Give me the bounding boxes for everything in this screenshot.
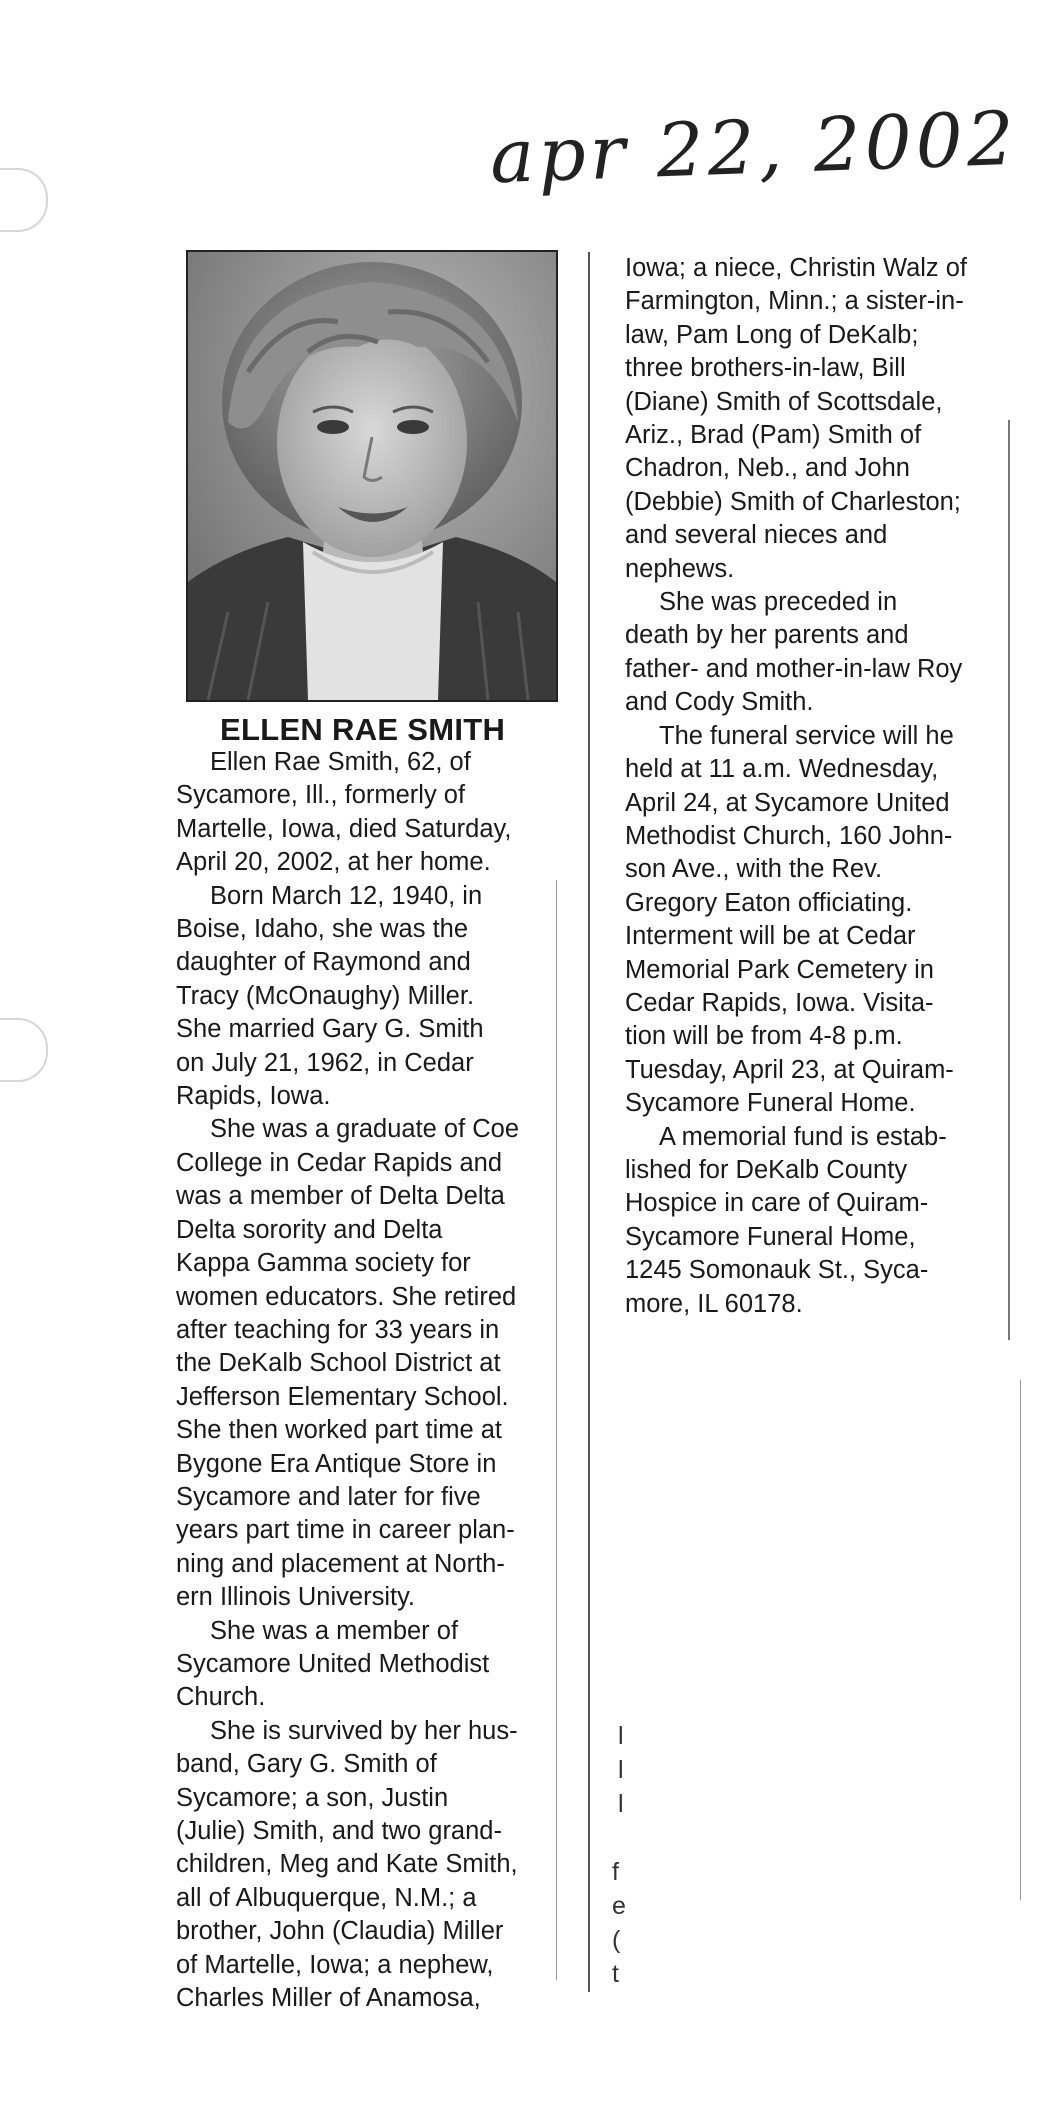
text-line: brother, John (Claudia) Miller	[176, 1917, 504, 1946]
clipped-fragment: l	[618, 1790, 624, 1818]
text-line: Farmington, Minn.; a sister-in-	[625, 287, 964, 316]
text-line: Boise, Idaho, she was the	[176, 915, 469, 944]
text-line: women educators. She retired	[176, 1282, 517, 1311]
text-line: She then worked part time at	[176, 1416, 503, 1445]
clipped-fragment: f	[612, 1858, 619, 1886]
text-line: all of Albuquerque, N.M.; a	[176, 1883, 477, 1912]
text-line: She is survived by her hus-	[210, 1716, 518, 1745]
text-line: daughter of Raymond and	[176, 948, 471, 977]
text-line: of Martelle, Iowa; a nephew,	[176, 1950, 494, 1979]
text-line: Martelle, Iowa, died Saturday,	[176, 814, 512, 843]
text-line: Iowa; a niece, Christin Walz of	[625, 254, 968, 282]
text-line: Sycamore United Methodist	[176, 1649, 490, 1678]
text-line: after teaching for 33 years in	[176, 1315, 500, 1344]
clipped-fragment: l	[618, 1756, 624, 1784]
text-line: Methodist Church, 160 John-	[625, 821, 953, 850]
text-line: the DeKalb School District at	[176, 1349, 501, 1378]
text-line: Gregory Eaton officiating.	[625, 888, 913, 917]
text-line: law, Pam Long of DeKalb;	[625, 320, 919, 349]
column-rule-right	[1008, 420, 1010, 1340]
obituary-right-column	[625, 252, 1005, 1321]
text-line: Memorial Park Cemetery in	[625, 955, 934, 984]
portrait-icon	[188, 252, 556, 700]
text-line: Sycamore and later for five	[176, 1482, 481, 1511]
text-line: April 24, at Sycamore United	[625, 788, 950, 817]
text-line: tion will be from 4-8 p.m.	[625, 1022, 903, 1051]
text-line: ern Illinois University.	[176, 1583, 416, 1612]
text-line: three brothers-in-law, Bill	[625, 354, 906, 383]
text-line: Charles Miller of Anamosa,	[176, 1984, 481, 2013]
text-line: Chadron, Neb., and John	[625, 454, 910, 483]
obituary-left-column	[176, 746, 556, 2015]
text-line: father- and mother-in-law Roy	[625, 654, 963, 683]
text-line: children, Meg and Kate Smith,	[176, 1850, 518, 1879]
text-line: Sycamore Funeral Home.	[625, 1089, 916, 1118]
text-line: Sycamore, Ill., formerly of	[176, 781, 466, 810]
punch-hole-middle	[0, 1018, 48, 1082]
text-line: The funeral service will he	[659, 721, 954, 750]
text-line: She was a graduate of Coe	[210, 1115, 520, 1144]
text-line: Born March 12, 1940, in	[210, 881, 483, 910]
text-line: Kappa Gamma society for	[176, 1249, 471, 1278]
text-line: held at 11 a.m. Wednesday,	[625, 755, 939, 784]
text-line: Hospice in care of Quiram-	[625, 1189, 929, 1218]
text-line: on July 21, 1962, in Cedar	[176, 1048, 474, 1077]
clipped-fragment: l	[618, 1722, 624, 1750]
text-line: College in Cedar Rapids and	[176, 1148, 503, 1177]
text-line: Sycamore; a son, Justin	[176, 1783, 449, 1812]
text-line: (Julie) Smith, and two grand-	[176, 1817, 502, 1845]
text-line: She married Gary G. Smith	[176, 1015, 484, 1044]
text-line: son Ave., with the Rev.	[625, 855, 883, 884]
text-line: Interment will be at Cedar	[625, 922, 916, 951]
text-line: Cedar Rapids, Iowa. Visita-	[625, 988, 934, 1017]
text-line: (Debbie) Smith of Charleston;	[625, 487, 961, 516]
text-line: Tracy (McOnaughy) Miller.	[176, 981, 475, 1010]
portrait-photo	[186, 250, 558, 702]
text-line: 1245 Somonauk St., Syca-	[625, 1256, 929, 1285]
text-line: April 20, 2002, at her home.	[176, 848, 491, 877]
text-line: years part time in career plan-	[176, 1516, 515, 1545]
text-line: Tuesday, April 23, at Quiram-	[625, 1055, 954, 1084]
column-rule-center	[588, 252, 590, 1992]
text-line: A memorial fund is estab-	[659, 1122, 947, 1151]
text-line: Jefferson Elementary School.	[176, 1382, 509, 1411]
text-line: and several nieces and	[625, 521, 888, 550]
handwritten-date: apr 22, 2002	[488, 95, 1020, 201]
text-line: Sycamore Funeral Home,	[625, 1222, 916, 1251]
text-line: and Cody Smith.	[625, 688, 814, 717]
obituary-title: ELLEN RAE SMITH	[220, 712, 506, 747]
text-line: Rapids, Iowa.	[176, 1082, 331, 1111]
text-line: more, IL 60178.	[625, 1289, 803, 1318]
punch-hole-top	[0, 168, 48, 232]
text-line: band, Gary G. Smith of	[176, 1750, 437, 1779]
text-line: was a member of Delta Delta	[176, 1182, 505, 1211]
column-rule-far-right	[1020, 1380, 1021, 1900]
text-line: Ellen Rae Smith, 62, of	[210, 748, 471, 776]
text-line: Ariz., Brad (Pam) Smith of	[625, 421, 922, 450]
clipped-fragment: e	[612, 1892, 626, 1920]
text-line: ning and placement at North-	[176, 1549, 505, 1578]
text-line: She was preceded in	[659, 588, 898, 617]
text-line: lished for DeKalb County	[625, 1155, 908, 1184]
text-line: nephews.	[625, 554, 735, 583]
clipped-fragment: t	[612, 1960, 619, 1988]
text-line: death by her parents and	[625, 621, 909, 650]
text-line: Delta sorority and Delta	[176, 1215, 443, 1244]
text-line: Bygone Era Antique Store in	[176, 1449, 497, 1478]
text-line: (Diane) Smith of Scottsdale,	[625, 387, 943, 416]
clipping-edge-left	[556, 880, 557, 1980]
clipped-fragment: (	[612, 1926, 621, 1954]
text-line: She was a member of	[210, 1616, 459, 1645]
text-line: Church.	[176, 1683, 266, 1712]
